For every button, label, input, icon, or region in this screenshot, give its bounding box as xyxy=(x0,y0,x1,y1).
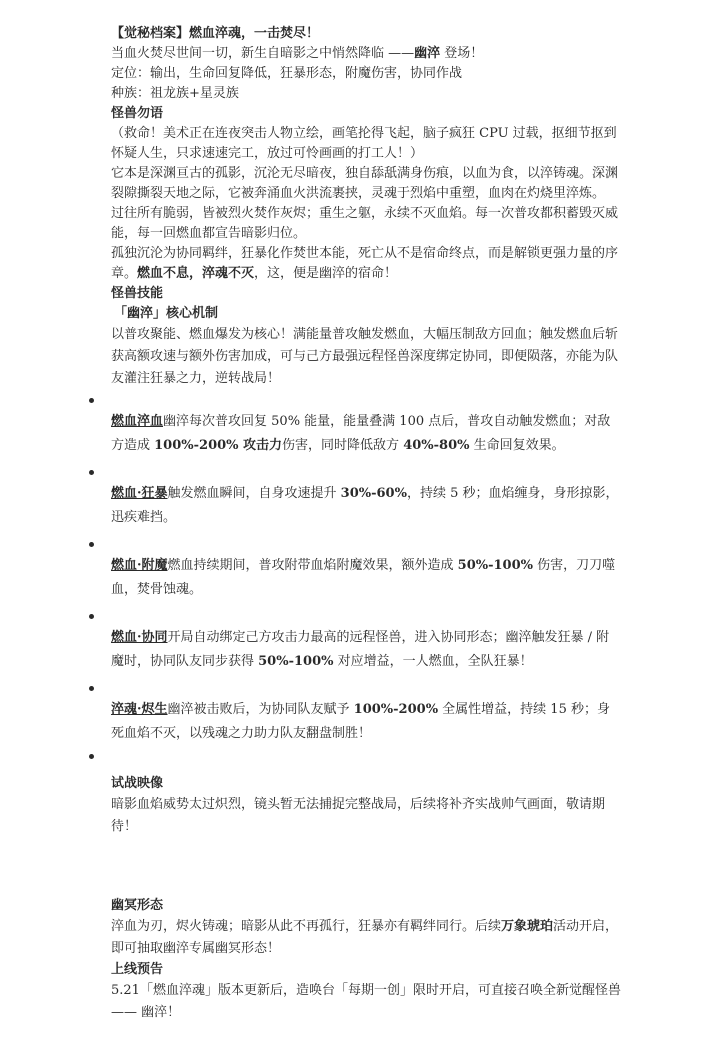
skill-item-3 xyxy=(111,542,720,602)
skill-text: ，持续 5 秒；血焰缠身，身形掠影，迅疾难挡。 xyxy=(111,486,619,525)
lore-p4-bold: 燃血不息，淬魂不灭 xyxy=(137,266,255,281)
bullet-icon xyxy=(89,398,94,403)
intro-suffix: 登场！ xyxy=(440,46,484,61)
core-mechanic-heading: 「幽淬」核心机制 xyxy=(114,306,219,321)
skill-item-5 xyxy=(111,686,720,746)
skill-value: 50%-100% xyxy=(457,558,533,573)
form-text-bold: 万象琥珀 xyxy=(501,919,554,934)
skill-text: 对应增益，一人燃血，全队狂暴！ xyxy=(333,654,533,669)
form-text xyxy=(111,916,621,960)
skill-text: 触发燃血瞬间，自身攻速提升 xyxy=(167,486,341,501)
skill-item-2 xyxy=(111,470,720,530)
title-main: 燃血淬魂，一击焚尽！ xyxy=(189,26,320,41)
intro-text: 当血火焚尽世间一切，新生自暗影之中悄然降临 —— xyxy=(111,46,415,61)
skill-text: 全属性增益，持续 15 秒；身死血焰不灭，以残魂之力助力队友翻盘制胜！ xyxy=(111,702,610,741)
bullet-icon xyxy=(89,754,94,759)
skill-name: 燃血·狂暴 xyxy=(111,486,168,501)
skill-item-4 xyxy=(111,614,720,674)
core-mechanic-text: 以普攻聚能、燃血爆发为核心！满能量普攻触发燃血，大幅压制敌方回血；触发燃血后斩获高额攻速与额外伤害加成，可与己方最强远程怪兽深度绑定协同，即便陨落，亦能为队友灌注狂暴之力，逆转战局！ xyxy=(111,327,619,386)
lore-p4-suffix: ，这，便是幽淬的宿命！ xyxy=(254,266,398,281)
skill-value: 50%-100% xyxy=(258,654,334,669)
skill-text: 幽淬被击败后，为协同队友赋予 xyxy=(167,702,354,717)
skill-text: 伤害，同时降低敌方 xyxy=(282,438,404,453)
bullet-icon xyxy=(89,686,94,691)
trial-heading: 试战映像 xyxy=(111,776,164,791)
skill-name: 燃血·协同 xyxy=(111,630,168,645)
form-heading: 幽冥形态 xyxy=(111,898,164,913)
lore-p4-text: 孤独沉沦为协同羁绊，狂暴化作焚世本能，死亡从不是宿命终点，而是解锁更强力量的序章。 xyxy=(111,246,619,281)
skill-text: 燃血持续期间，普攻附带血焰附魔效果，额外造成 xyxy=(167,558,458,573)
launch-heading: 上线预告 xyxy=(111,962,164,977)
document-title xyxy=(111,24,720,44)
trial-text: 暗影血焰威势太过炽烈，镜头暂无法捕捉完整战局，后续将补齐实战帅气画面，敬请期待！ xyxy=(111,797,606,834)
position-line: 定位：输出，生命回复降低，狂暴形态，附魔伤害，协同作战 xyxy=(111,66,463,81)
lore-paragraph-1: （救命！美术正在连夜突击人物立绘，画笔抡得飞起，脑子疯狂 CPU 过载，抠细节抠到怀疑人生，只求速速完工，放过可怜画画的打工人！） xyxy=(111,126,617,161)
skills-heading: 怪兽技能 xyxy=(111,286,164,301)
skill-item-1 xyxy=(111,398,720,458)
skill-text: 伤害，刀刀噬血，焚骨蚀魂。 xyxy=(111,558,616,597)
lore-paragraph-3: 过往所有脆弱，皆被烈火焚作灰烬；重生之躯，永续不灭血焰。每一次普攻都积蓄毁灭威能，每一回燃血都宣告暗影归位。 xyxy=(111,206,619,241)
skill-value: 100%-200% xyxy=(353,702,439,717)
form-text-a: 淬血为刃，烬火铸魂；暗影从此不再孤行，狂暴亦有羁绊同行。后续 xyxy=(111,919,502,934)
form-text-b: 活动开启，即可抽取幽淬专属幽冥形态！ xyxy=(111,919,619,956)
skill-value: 100%-200% 攻击力 xyxy=(154,438,283,453)
lore-heading: 怪兽勿语 xyxy=(111,106,164,121)
skill-text: 生命回复效果。 xyxy=(469,438,565,453)
bullet-icon xyxy=(89,470,94,475)
launch-text: 5.21「燃血淬魂」版本更新后，造唤台「每期一创」限时开启，可直接召唤全新觉醒怪兽 —— 幽淬！ xyxy=(111,983,621,1020)
skill-value: 40%-80% xyxy=(403,438,470,453)
bullet-icon xyxy=(89,542,94,547)
lore-paragraph-4 xyxy=(111,244,621,284)
lore-paragraph-2: 它本是深渊亘古的孤影，沉沦无尽暗夜，独自舔舐满身伤痕，以血为食，以淬铸魂。深渊裂隙撕裂天地之际，它被奔涌血火洪流裹挟，灵魂于烈焰中重塑，血肉在灼烧里淬炼。 xyxy=(111,166,619,201)
skill-name: 燃血淬血 xyxy=(111,414,164,429)
skill-text: 开局自动绑定己方攻击力最高的远程怪兽，进入协同形态；幽淬触发狂暴 / 附魔时，协同队友同步获得 xyxy=(111,630,610,669)
title-prefix: 【觉秘档案】 xyxy=(111,26,190,41)
intro-line xyxy=(111,44,720,64)
skill-text: 幽淬每次普攻回复 50% 能量，能量叠满 100 点后，普攻自动触发燃血；对敌方造成 xyxy=(111,414,611,453)
bullet-icon xyxy=(89,614,94,619)
skill-value: 30%-60% xyxy=(340,486,407,501)
skill-name: 淬魂·烬生 xyxy=(111,702,168,717)
race-line: 种族：祖龙族+星灵族 xyxy=(111,86,239,101)
skill-name: 燃血·附魔 xyxy=(111,558,168,573)
intro-name: 幽淬 xyxy=(414,46,441,61)
